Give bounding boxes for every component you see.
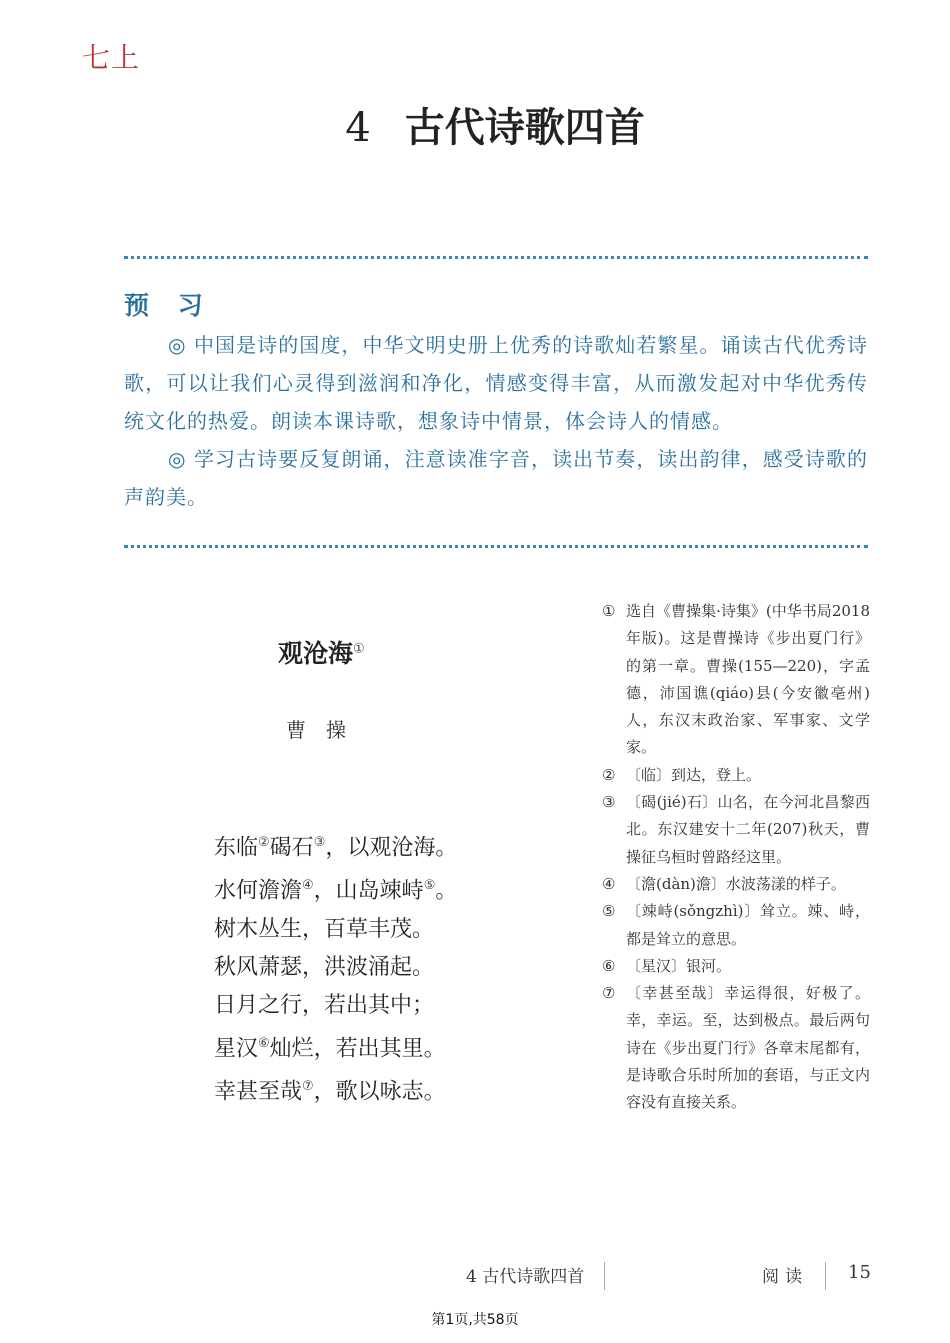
footer-lesson-label: 4 古代诗歌四首 <box>466 1267 585 1287</box>
footnote-item <box>602 953 870 980</box>
poem-body <box>214 824 457 1111</box>
poem-line-text: ，歌以咏志。 <box>313 1079 446 1105</box>
footnote-mark: ③ <box>602 793 616 812</box>
poem-line-text: 东临 <box>214 835 259 861</box>
poem-line <box>214 1068 457 1111</box>
footnote-mark: ① <box>602 602 616 620</box>
footnote-text: 〔竦峙(sǒngzhì)〕耸立。竦、峙，都是耸立的意思。 <box>626 902 870 948</box>
footnote-mark: ④ <box>602 874 616 893</box>
poem-note-mark: ④ <box>302 878 314 894</box>
pager-indicator: 第1页,共58页 <box>431 1312 519 1328</box>
poem-author: 曹操 <box>286 718 366 742</box>
poem-line-text: 幸甚至哉 <box>214 1079 303 1105</box>
poem-title-text: 观沧海 <box>278 639 354 668</box>
footnote-text: 选自《曹操集·诗集》(中华书局2018年版)。这是曹操诗《步出夏门行》的第一章。曹操(155—220)，字孟德，沛国谯(qiáo)县(今安徽亳州)人，东汉末政治家、军事家、文学家。 <box>626 602 870 757</box>
poem-line-text: 星汉 <box>214 1035 259 1061</box>
poem-line <box>214 911 457 949</box>
poem-line-text: 日月之行，若出其中； <box>214 992 435 1018</box>
footer-divider <box>604 1262 605 1290</box>
footnote-item <box>602 980 870 1116</box>
footnote-text: 〔临〕到达，登上。 <box>626 765 762 784</box>
poem-line <box>214 867 457 910</box>
footnote-text: 〔幸甚至哉〕幸运得很，好极了。幸，幸运。至，达到极点。最后两句诗在《步出夏门行》各章末尾都有，是诗歌合乐时所加的套语，与正文内容没有直接关系。 <box>626 984 870 1112</box>
footnote-mark: ⑤ <box>602 902 616 921</box>
poem-line-text: ，山岛竦峙 <box>313 878 424 904</box>
poem-line-text: ，以观沧海。 <box>325 835 458 861</box>
footnote-mark: ⑥ <box>602 956 616 975</box>
footnote-item <box>602 762 870 789</box>
poem-note-mark: ⑤ <box>423 878 436 894</box>
preview-heading: 预 习 <box>124 291 213 320</box>
footnote-item <box>602 789 870 871</box>
poem-line <box>214 949 457 987</box>
poem-line <box>214 987 457 1025</box>
poem-title-note-mark: ① <box>353 641 365 657</box>
preview-bottom-divider <box>124 545 868 548</box>
poem-line-text: 水何澹澹 <box>214 878 303 904</box>
poem-note-mark: ⑥ <box>258 1035 270 1051</box>
poem-line-text: 碣石 <box>269 835 314 861</box>
poem-line <box>214 1025 457 1068</box>
footer-section-label: 阅读 <box>762 1267 808 1287</box>
poem-line-text: 秋风萧瑟，洪波涌起。 <box>214 954 435 980</box>
poem-note-mark: ② <box>258 835 270 850</box>
footnote-item <box>602 871 870 898</box>
footnote-item <box>602 598 870 762</box>
footer-divider <box>825 1262 826 1290</box>
preview-top-divider <box>124 256 868 259</box>
poem-note-mark: ③ <box>313 835 326 850</box>
footnote-mark: ⑦ <box>602 984 616 1003</box>
preview-paragraph-1: ◎ 中国是诗的国度，中华文明史册上优秀的诗歌灿若繁星。诵读古代优秀诗歌，可以让我们心灵得到滋润和净化，情感变得丰富，从而激发起对中华优秀传统文化的热爱。朗读本课诗歌，想象诗中情景，体会诗人的情感。 <box>124 333 868 433</box>
lesson-title-text: 古代诗歌四首 <box>404 104 645 151</box>
poem-line-text: 灿烂，若出其里。 <box>269 1035 446 1061</box>
footnote-item <box>602 898 870 953</box>
preview-paragraph-2: ◎ 学习古诗要反复朗诵，注意读准字音，读出节奏，读出韵律，感受诗歌的声韵美。 <box>124 447 868 509</box>
footnote-text: 〔星汉〕银河。 <box>626 956 732 975</box>
poem-line <box>214 824 457 867</box>
grade-label: 七上 <box>82 41 141 74</box>
footnotes <box>602 598 870 1117</box>
poem-line-text: 树木丛生，百草丰茂。 <box>214 916 435 942</box>
lesson-title <box>0 96 950 153</box>
footer-page-number: 15 <box>848 1262 871 1283</box>
footnote-text: 〔碣(jié)石〕山名，在今河北昌黎西北。东汉建安十二年(207)秋天，曹操征乌桓时曾路经这里。 <box>626 793 870 866</box>
poem-note-mark: ⑦ <box>302 1078 314 1094</box>
poem-title <box>278 634 365 670</box>
lesson-number: 4 <box>345 105 371 151</box>
footnote-mark: ② <box>602 765 616 784</box>
footnote-text: 〔澹(dàn)澹〕水波荡漾的样子。 <box>626 874 846 893</box>
poem-line-text: 。 <box>435 878 458 904</box>
